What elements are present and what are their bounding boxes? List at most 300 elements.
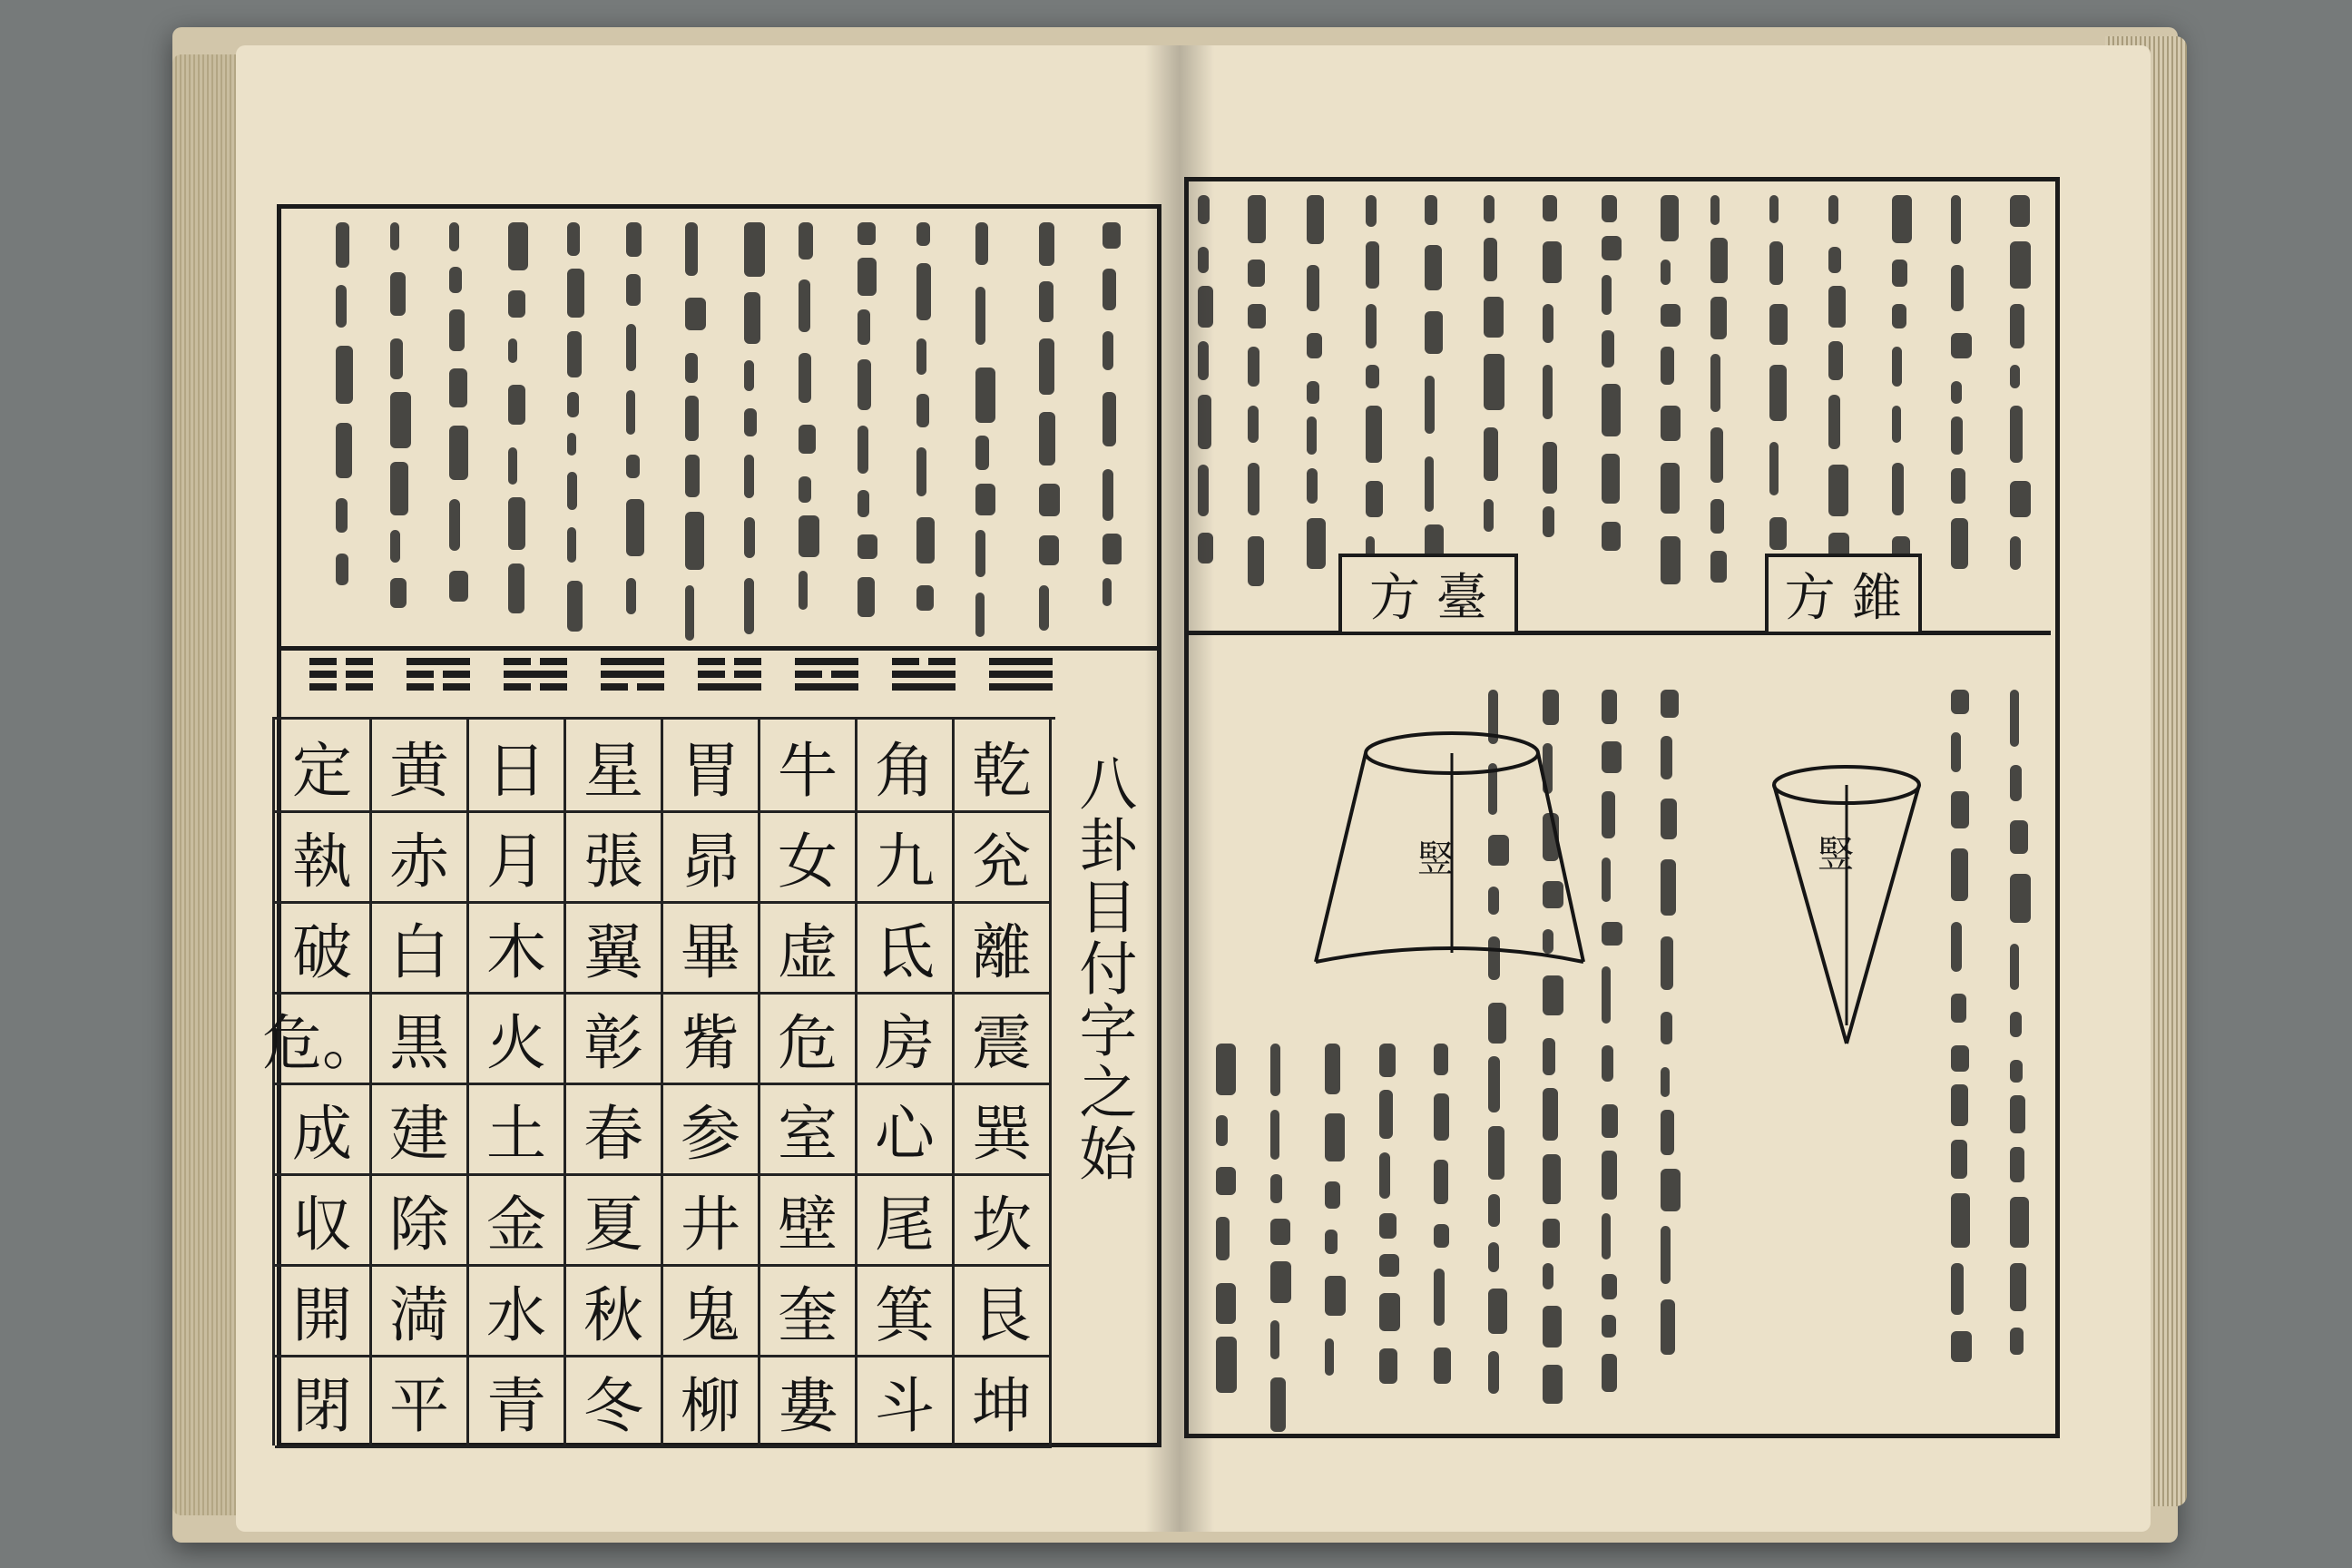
cursive-stroke <box>1951 518 1968 569</box>
cursive-stroke <box>1039 535 1059 565</box>
grid-cell: 白 <box>372 901 469 995</box>
cursive-stroke <box>1828 195 1838 224</box>
cursive-stroke <box>1543 1038 1555 1075</box>
grid-cell: 月 <box>469 810 566 904</box>
cursive-stroke <box>1325 1338 1334 1376</box>
cursive-stroke <box>858 359 871 410</box>
cursive-stroke <box>1602 690 1617 724</box>
cursive-stroke <box>2010 874 2031 923</box>
cursive-stroke <box>1661 799 1677 839</box>
cursive-stroke <box>1710 551 1727 583</box>
cursive-stroke <box>1828 465 1848 516</box>
cursive-stroke <box>1102 534 1122 564</box>
cursive-stroke <box>1951 416 1963 455</box>
trigram-symbol <box>407 658 470 692</box>
grid-cell: 虚 <box>760 901 858 995</box>
cursive-stroke <box>1951 791 1969 828</box>
cursive-stroke <box>567 269 584 318</box>
cursive-stroke <box>1039 338 1054 395</box>
cursive-stroke <box>1425 195 1437 225</box>
cursive-stroke <box>1270 1110 1279 1160</box>
cursive-stroke <box>2010 195 2030 227</box>
grid-cell: 兊 <box>955 810 1052 904</box>
cursive-stroke <box>1484 297 1504 338</box>
cursive-stroke <box>916 517 935 564</box>
cursive-stroke <box>1710 297 1727 339</box>
cursive-stroke <box>508 447 517 485</box>
cursive-stroke <box>1892 463 1904 515</box>
grid-cell: 女 <box>760 810 858 904</box>
grid-cell: 室 <box>760 1083 858 1176</box>
cursive-stroke <box>1543 1306 1562 1348</box>
grid-cell: 木 <box>469 901 566 995</box>
cursive-stroke <box>1325 1113 1345 1161</box>
cursive-stroke <box>626 222 642 257</box>
grid-cell: 金 <box>469 1173 566 1267</box>
cursive-stroke <box>1710 195 1720 225</box>
grid-cell: 井 <box>663 1173 760 1267</box>
trigram-symbol <box>795 658 858 692</box>
cone-label: 竪 <box>1818 834 1854 876</box>
cursive-stroke <box>1602 1315 1616 1338</box>
cursive-stroke <box>1710 354 1720 412</box>
cursive-stroke <box>1484 354 1504 410</box>
cursive-stroke <box>449 426 468 480</box>
grid-cell: 平 <box>372 1355 469 1448</box>
cursive-stroke <box>1307 381 1319 404</box>
cursive-stroke <box>1828 341 1843 380</box>
cursive-stroke <box>390 530 400 563</box>
trigram-symbol <box>698 658 761 692</box>
cursive-stroke <box>1198 247 1209 273</box>
cursive-stroke <box>685 298 706 330</box>
cursive-stroke <box>1039 412 1055 466</box>
cursive-stroke <box>449 368 467 407</box>
cursive-stroke <box>1543 690 1559 725</box>
cursive-stroke <box>1602 791 1615 838</box>
cursive-stroke <box>1039 585 1049 631</box>
cursive-stroke <box>1198 195 1210 224</box>
cursive-stroke <box>1543 1088 1558 1141</box>
cursive-stroke <box>799 476 811 503</box>
cursive-stroke <box>1307 468 1318 504</box>
cursive-stroke <box>2010 304 2024 348</box>
cursive-stroke <box>390 272 406 316</box>
cursive-stroke <box>1425 245 1442 290</box>
cursive-stroke <box>336 346 353 404</box>
cursive-stroke <box>1769 241 1783 285</box>
cursive-stroke <box>975 593 985 637</box>
cursive-stroke <box>1102 578 1112 606</box>
cursive-stroke <box>508 385 525 425</box>
cursive-stroke <box>2010 1147 2024 1182</box>
cursive-stroke <box>1543 304 1553 343</box>
cursive-stroke <box>567 433 576 456</box>
grid-cell: 除 <box>372 1173 469 1267</box>
grid-cell: 夏 <box>566 1173 663 1267</box>
cursive-stroke <box>1198 395 1211 449</box>
grid-cell: 奎 <box>760 1264 858 1357</box>
cursive-stroke <box>799 279 810 332</box>
cursive-stroke <box>1543 1365 1563 1404</box>
cursive-stroke <box>2010 481 2031 517</box>
grid-cell: 畢 <box>663 901 760 995</box>
cursive-stroke <box>449 571 468 602</box>
trigram-symbol <box>601 658 664 692</box>
cursive-stroke <box>1366 365 1379 388</box>
cursive-stroke <box>1484 238 1497 281</box>
cursive-stroke <box>508 290 525 318</box>
cursive-stroke <box>1425 311 1443 354</box>
frustum-label: 竪 <box>1417 838 1454 880</box>
cursive-stroke <box>1325 1230 1338 1254</box>
cursive-stroke <box>799 222 813 260</box>
cursive-stroke <box>2010 406 2023 463</box>
cursive-stroke <box>685 222 698 276</box>
cursive-stroke <box>1270 1174 1282 1203</box>
grid-cell: 参 <box>663 1083 760 1176</box>
cursive-stroke <box>390 462 408 515</box>
cursive-stroke <box>390 578 407 608</box>
grid-cell: 尾 <box>858 1173 955 1267</box>
cursive-stroke <box>2010 1012 2022 1037</box>
cursive-stroke <box>1661 463 1680 514</box>
cursive-stroke <box>1484 499 1494 532</box>
grid-cell: 破 <box>275 901 372 995</box>
cursive-stroke <box>1488 1242 1499 1272</box>
cursive-stroke <box>626 578 636 614</box>
cursive-stroke <box>858 577 875 617</box>
trigram-symbol <box>504 658 567 692</box>
cursive-stroke <box>1216 1217 1230 1260</box>
box-label-right: 方 錐 <box>1765 554 1922 635</box>
cursive-stroke <box>799 571 808 610</box>
grid-cell: 冬 <box>566 1355 663 1448</box>
cursive-stroke <box>858 490 869 517</box>
cursive-stroke <box>1602 1213 1611 1259</box>
cursive-stroke <box>2010 690 2019 747</box>
grid-cell: 土 <box>469 1083 566 1176</box>
cursive-stroke <box>1951 1331 1972 1362</box>
cursive-stroke <box>567 392 579 417</box>
cursive-stroke <box>685 353 698 383</box>
cursive-stroke <box>1602 922 1622 946</box>
cursive-stroke <box>1307 518 1326 569</box>
grid-cell: 閉 <box>275 1355 372 1448</box>
cursive-stroke <box>975 222 988 265</box>
cursive-stroke <box>1661 1226 1671 1284</box>
cursive-stroke <box>1543 195 1557 221</box>
grid-cell: 青 <box>469 1355 566 1448</box>
cursive-stroke <box>1425 376 1435 434</box>
grid-cell: 婁 <box>760 1355 858 1448</box>
cursive-stroke <box>2010 1328 2024 1355</box>
cursive-stroke <box>916 222 930 246</box>
cursive-stroke <box>1307 265 1319 311</box>
grid-cell: 彰 <box>566 992 663 1085</box>
cursive-stroke <box>858 426 868 474</box>
cursive-stroke <box>1951 1140 1967 1179</box>
grid-cell: 日 <box>469 720 566 813</box>
cursive-stroke <box>1379 1293 1400 1331</box>
cursive-stroke <box>1366 406 1382 463</box>
grid-cell: 乾 <box>955 720 1052 813</box>
grid-cell: 壁 <box>760 1173 858 1267</box>
cursive-stroke <box>1543 1263 1553 1289</box>
cursive-stroke <box>1769 304 1788 345</box>
cursive-stroke <box>336 222 349 268</box>
cursive-stroke <box>1828 247 1841 273</box>
grid-cell: 黄 <box>372 720 469 813</box>
cursive-stroke <box>685 455 700 497</box>
grid-cell: 秋 <box>566 1264 663 1357</box>
cursive-stroke <box>1270 1377 1286 1432</box>
grid-cell: 斗 <box>858 1355 955 1448</box>
cursive-stroke <box>916 585 934 611</box>
cursive-stroke <box>1769 517 1787 550</box>
grid-cell: 房 <box>858 992 955 1085</box>
cursive-stroke <box>1198 286 1213 328</box>
cursive-stroke <box>1488 1056 1500 1112</box>
cursive-stroke <box>744 360 754 391</box>
grid-cell: 翼 <box>566 901 663 995</box>
cursive-stroke <box>1248 463 1259 515</box>
cursive-stroke <box>1488 1003 1506 1044</box>
cursive-stroke <box>1710 427 1723 483</box>
cursive-stroke <box>1951 381 1962 404</box>
cursive-stroke <box>508 338 517 363</box>
cursive-stroke <box>1951 1263 1964 1315</box>
grid-cell: 建 <box>372 1083 469 1176</box>
cursive-stroke <box>567 472 577 510</box>
cursive-stroke <box>1484 427 1498 481</box>
cursive-stroke <box>1661 195 1679 241</box>
grid-cell: 成 <box>275 1083 372 1176</box>
cursive-stroke <box>1366 241 1379 289</box>
cursive-stroke <box>1307 333 1322 358</box>
cursive-stroke <box>1602 522 1621 551</box>
grid-cell: 執 <box>275 810 372 904</box>
grid-cell: 角 <box>858 720 955 813</box>
cursive-stroke <box>1216 1044 1236 1095</box>
cursive-stroke <box>1102 269 1116 310</box>
grid-cell: 黒 <box>372 992 469 1085</box>
cursive-stroke <box>1602 858 1611 902</box>
cursive-stroke <box>626 324 636 371</box>
cursive-stroke <box>916 263 931 320</box>
cursive-stroke <box>1602 330 1614 368</box>
cursive-stroke <box>2010 944 2019 990</box>
cursive-stroke <box>2010 1060 2023 1083</box>
cursive-stroke <box>1602 1104 1618 1138</box>
cursive-stroke <box>1951 994 1966 1023</box>
cursive-stroke <box>1951 1084 1968 1126</box>
cursive-stroke <box>685 585 694 641</box>
grid-cell: 危。 <box>275 992 372 1085</box>
cursive-stroke <box>975 368 995 423</box>
cursive-stroke <box>1488 1194 1500 1227</box>
box-label-left: 方 臺 <box>1338 554 1518 635</box>
cursive-stroke <box>744 578 754 634</box>
cursive-stroke <box>1102 222 1121 249</box>
cursive-stroke <box>1543 442 1557 494</box>
cursive-stroke <box>1434 1093 1449 1141</box>
cursive-stroke <box>1951 1045 1969 1072</box>
cursive-stroke <box>1379 1044 1396 1077</box>
cursive-stroke <box>1039 222 1054 266</box>
cursive-stroke <box>916 338 926 375</box>
cursive-stroke <box>1951 195 1961 244</box>
grid-cell: 艮 <box>955 1264 1052 1357</box>
grid-cell: 心 <box>858 1083 955 1176</box>
cursive-stroke <box>744 292 760 344</box>
cursive-stroke <box>1661 1012 1672 1044</box>
cursive-stroke <box>1198 341 1209 380</box>
grid-cell: 九 <box>858 810 955 904</box>
cursive-stroke <box>1892 304 1906 328</box>
cursive-stroke <box>1248 406 1259 443</box>
grid-cell: 箕 <box>858 1264 955 1357</box>
grid-cell: 震 <box>955 992 1052 1085</box>
cursive-stroke <box>1602 195 1617 222</box>
cursive-stroke <box>1366 195 1377 227</box>
cursive-stroke <box>1661 1169 1681 1211</box>
cursive-stroke <box>1543 1219 1560 1248</box>
grid-cell: 巽 <box>955 1083 1052 1176</box>
grid-cell: 牛 <box>760 720 858 813</box>
cursive-stroke <box>336 554 348 585</box>
cursive-stroke <box>336 498 348 533</box>
cursive-stroke <box>1602 1354 1617 1392</box>
grid-cell: 鬼 <box>663 1264 760 1357</box>
cursive-stroke <box>1488 1126 1504 1180</box>
cursive-stroke <box>1488 1351 1499 1394</box>
cursive-stroke <box>2010 765 2022 801</box>
cursive-stroke <box>1769 365 1787 421</box>
cursive-stroke <box>1270 1320 1279 1359</box>
cursive-stroke <box>2010 536 2021 570</box>
cursive-stroke <box>1892 260 1907 287</box>
cursive-stroke <box>1379 1152 1390 1199</box>
grid-cell: 収 <box>275 1173 372 1267</box>
cursive-stroke <box>1661 347 1674 385</box>
cursive-stroke <box>1661 1110 1674 1155</box>
cursive-stroke <box>975 530 985 577</box>
cursive-stroke <box>1216 1283 1236 1324</box>
cursive-stroke <box>1379 1348 1397 1384</box>
cursive-stroke <box>336 285 347 328</box>
cursive-stroke <box>1543 365 1553 419</box>
grid-title: 八卦目付字之始 <box>1069 753 1137 1185</box>
cursive-stroke <box>2010 1197 2029 1248</box>
cursive-stroke <box>2010 1263 2026 1311</box>
cursive-stroke <box>1198 533 1213 564</box>
grid-cell: 春 <box>566 1083 663 1176</box>
cursive-stroke <box>1248 304 1266 328</box>
grid-cell: 胃 <box>663 720 760 813</box>
grid-cell: 離 <box>955 901 1052 995</box>
cursive-stroke <box>2010 365 2020 388</box>
cursive-stroke <box>1102 469 1113 521</box>
cursive-stroke <box>1484 195 1494 223</box>
cursive-stroke <box>508 222 528 270</box>
cursive-stroke <box>1661 936 1673 990</box>
cursive-stroke <box>1248 260 1265 287</box>
cursive-stroke <box>744 517 755 558</box>
cursive-stroke <box>1661 304 1681 327</box>
cursive-stroke <box>390 222 399 250</box>
cursive-stroke <box>1270 1219 1290 1245</box>
cursive-stroke <box>858 534 877 559</box>
cursive-stroke <box>2010 1095 2025 1133</box>
cursive-stroke <box>1602 1045 1613 1082</box>
cursive-stroke <box>1828 286 1846 328</box>
cursive-stroke <box>1602 741 1622 773</box>
cursive-stroke <box>799 353 811 403</box>
cursive-stroke <box>1661 260 1671 285</box>
cursive-stroke <box>1248 347 1259 387</box>
cursive-stroke <box>799 425 816 454</box>
trigram-symbol <box>309 658 373 692</box>
cursive-stroke <box>2010 241 2031 289</box>
grid-cell: 觜 <box>663 992 760 1085</box>
grid-cell: 危 <box>760 992 858 1085</box>
grid-cell: 赤 <box>372 810 469 904</box>
cursive-stroke <box>1379 1090 1393 1139</box>
cursive-stroke <box>858 309 870 345</box>
cursive-stroke <box>1039 281 1054 322</box>
trigram-symbol <box>989 658 1053 692</box>
cursive-stroke <box>1248 195 1266 243</box>
cursive-stroke <box>336 423 352 478</box>
cursive-stroke <box>1379 1254 1399 1277</box>
cursive-stroke <box>975 436 989 470</box>
cursive-stroke <box>2010 820 2028 854</box>
cursive-stroke <box>858 258 877 296</box>
cursive-stroke <box>1307 195 1324 244</box>
cursive-stroke <box>508 564 524 613</box>
cursive-stroke <box>449 499 460 551</box>
cursive-stroke <box>626 274 641 306</box>
cursive-stroke <box>1892 406 1901 443</box>
cursive-stroke <box>449 309 465 351</box>
cursive-stroke <box>1661 859 1676 916</box>
cursive-stroke <box>1488 1289 1507 1334</box>
cursive-stroke <box>567 222 580 256</box>
cursive-stroke <box>1951 1193 1970 1248</box>
cursive-stroke <box>1307 416 1317 455</box>
cursive-stroke <box>1366 481 1383 517</box>
cursive-stroke <box>975 287 985 345</box>
cursive-stroke <box>1543 241 1562 283</box>
grid-cell: 火 <box>469 992 566 1085</box>
cursive-stroke <box>1198 465 1209 516</box>
cursive-stroke <box>1710 499 1724 534</box>
cursive-stroke <box>858 222 876 245</box>
grid-cell: 坎 <box>955 1173 1052 1267</box>
cursive-stroke <box>1951 922 1962 972</box>
cursive-stroke <box>626 499 644 556</box>
cursive-stroke <box>1951 468 1965 504</box>
cursive-stroke <box>1602 1151 1617 1200</box>
cursive-stroke <box>1602 454 1620 504</box>
grid-cell: 開 <box>275 1264 372 1357</box>
cursive-stroke <box>1543 1154 1561 1204</box>
cursive-stroke <box>1270 1044 1280 1096</box>
cursive-stroke <box>1216 1167 1236 1195</box>
cursive-stroke <box>916 447 926 496</box>
cursive-stroke <box>1434 1224 1449 1248</box>
